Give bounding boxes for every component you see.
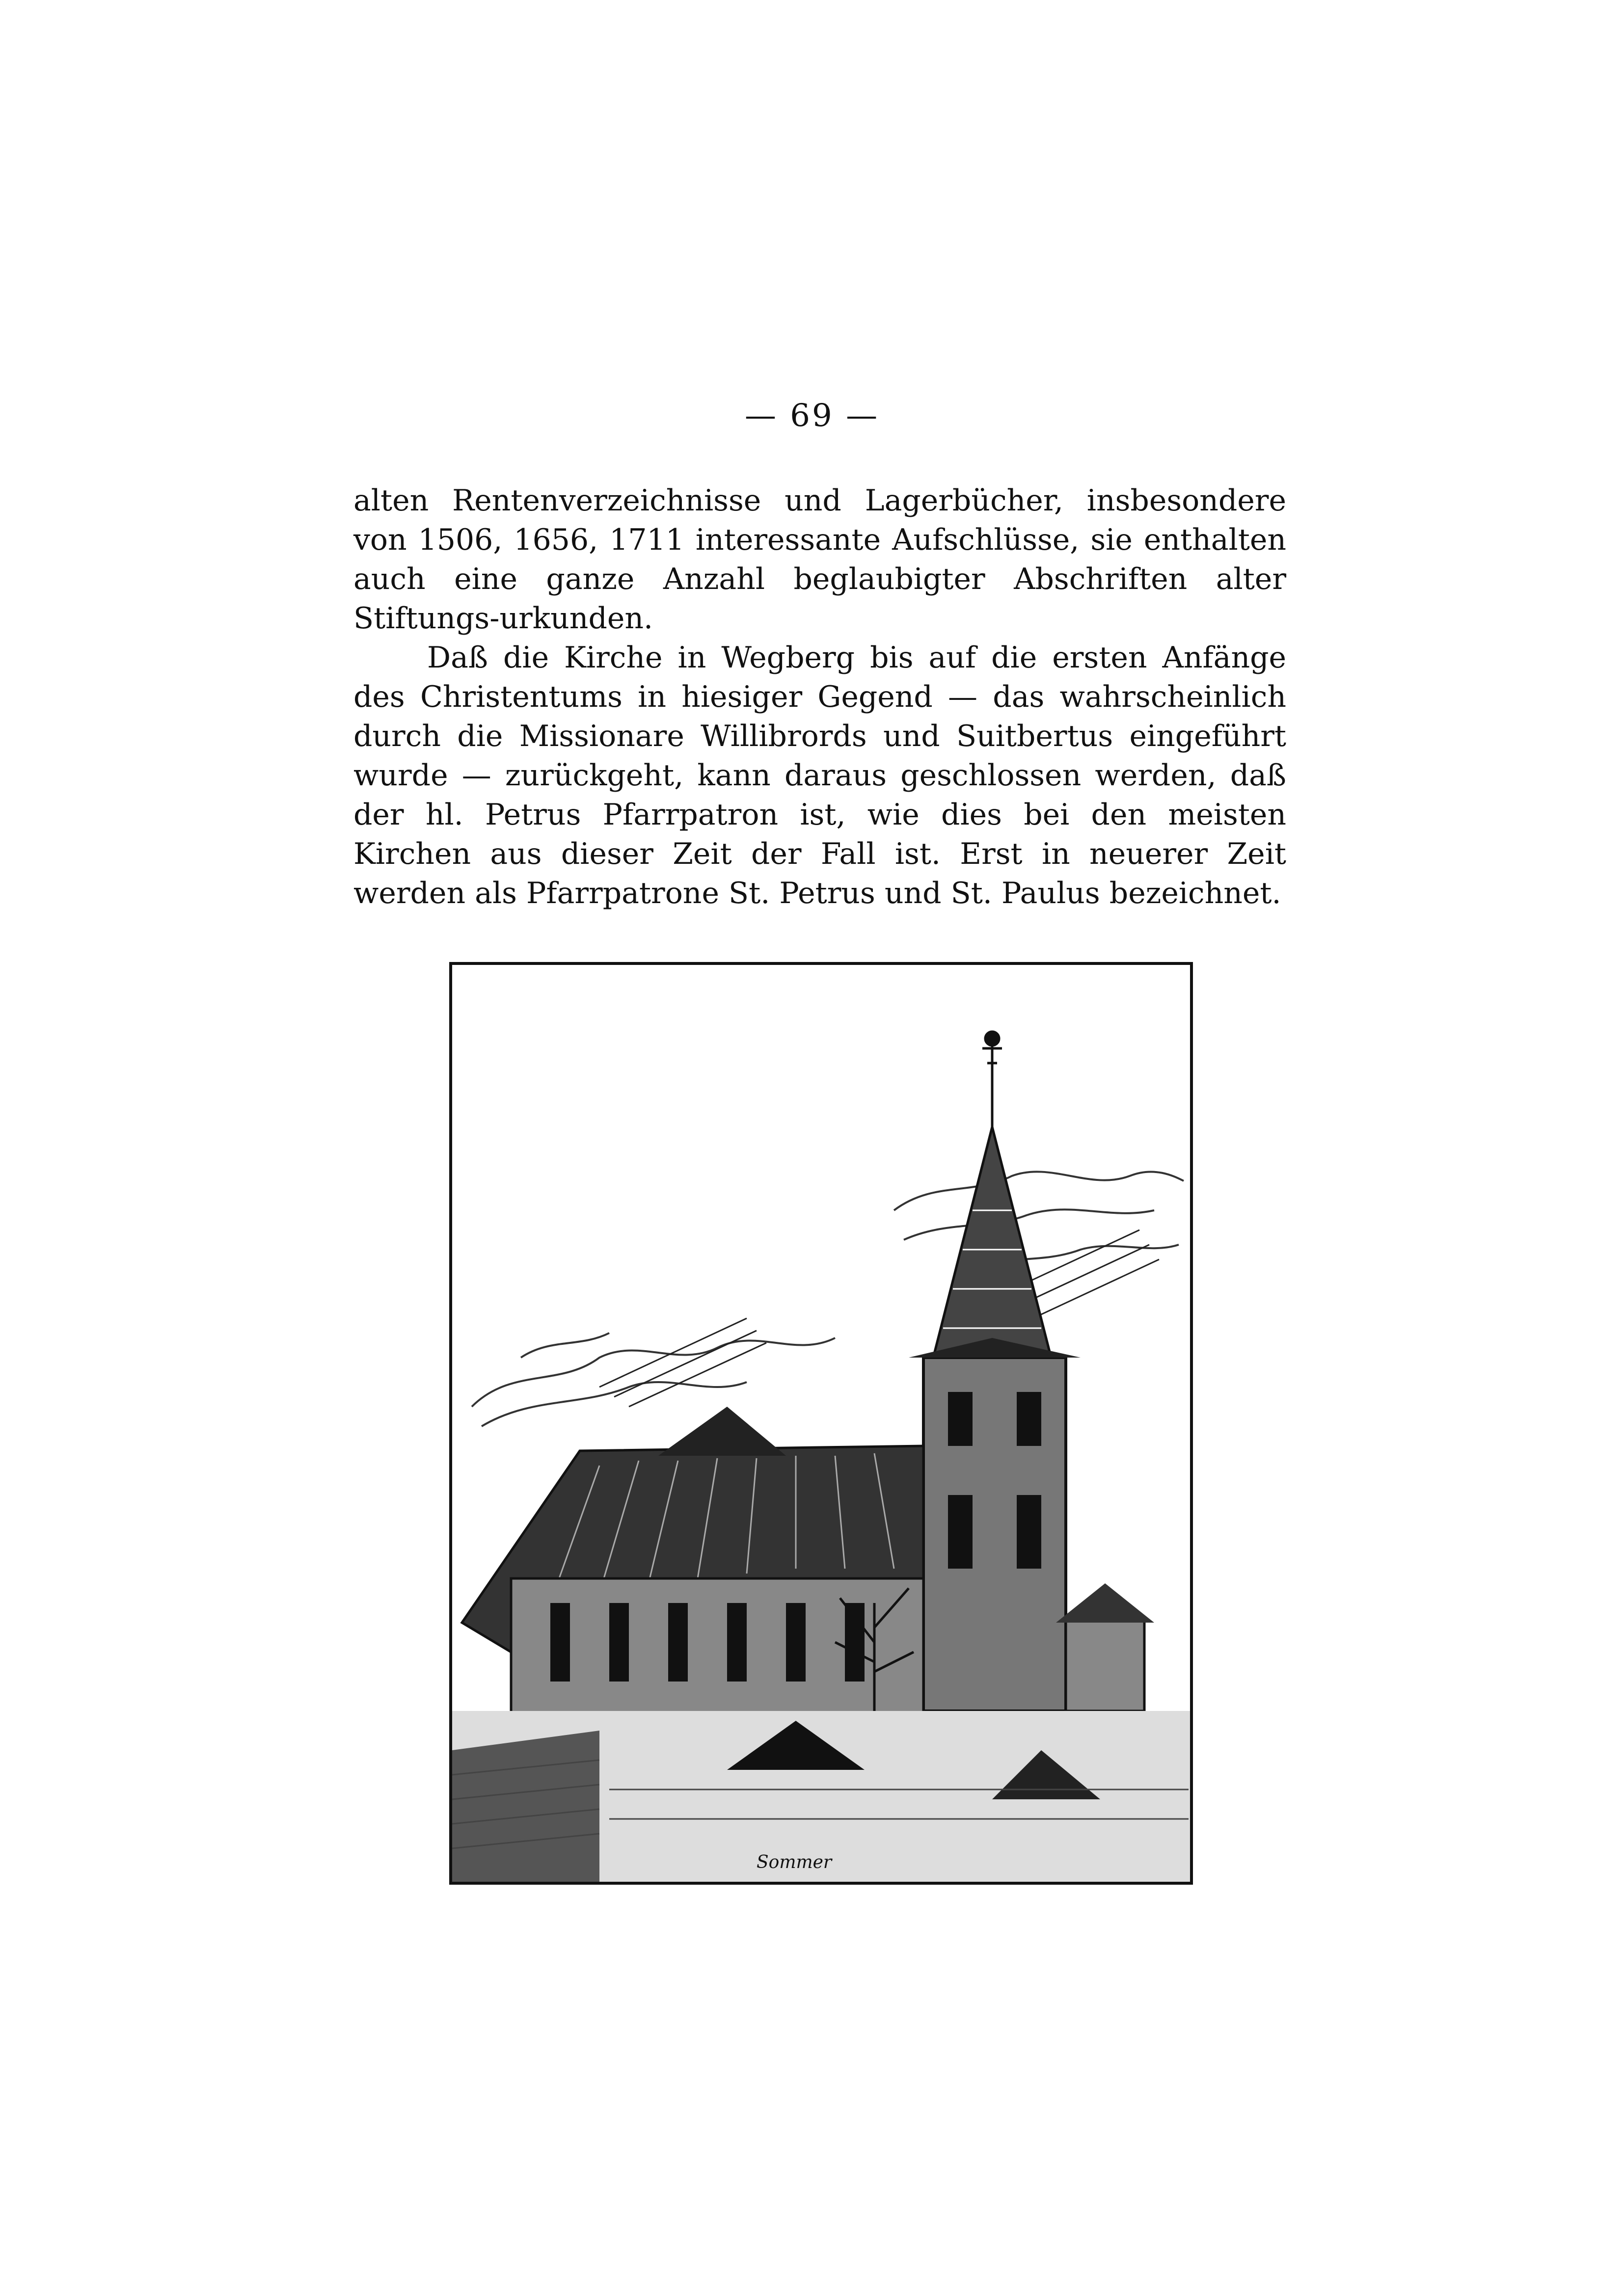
body-text	[353, 481, 1286, 913]
sky-shading	[599, 1230, 1159, 1407]
artist-signature: Sommer	[757, 1852, 832, 1872]
sky-clouds	[472, 1172, 1184, 1426]
church-illustration	[449, 962, 1193, 1885]
paragraph-2: Daß die Kirche in Wegberg bis auf die ersten Anfänge des Christentums in hiesiger Gegend — das wahrscheinlich durch die Missionare Willibrords und Suitbertus eingeführt wurde — zurückgeht, kann daraus geschlossen werden, daß der hl. Petrus Pfarrpatron ist, wie dies bei den meisten Kirchen aus dieser Zeit der Fall ist. Erst in neuerer Zeit werden als Pfarrpatrone St. Petrus und St. Paulus bezeichnet.	[353, 641, 1286, 910]
tower	[909, 1338, 1081, 1711]
side-chapel	[1056, 1583, 1154, 1711]
spire	[933, 1032, 1051, 1358]
church-drawing	[452, 965, 1190, 1882]
paragraph-1: alten Rentenverzeichnisse und Lagerbücher, insbesondere von 1506, 1656, 1711 interessante Aufschlüsse, sie enthalten auch eine ganze Anzahl beglaubigter Abschriften alter Stiftungs-urkunden.	[353, 483, 1286, 636]
page-number: — 69 —	[744, 398, 880, 434]
nave-wall	[511, 1578, 923, 1726]
